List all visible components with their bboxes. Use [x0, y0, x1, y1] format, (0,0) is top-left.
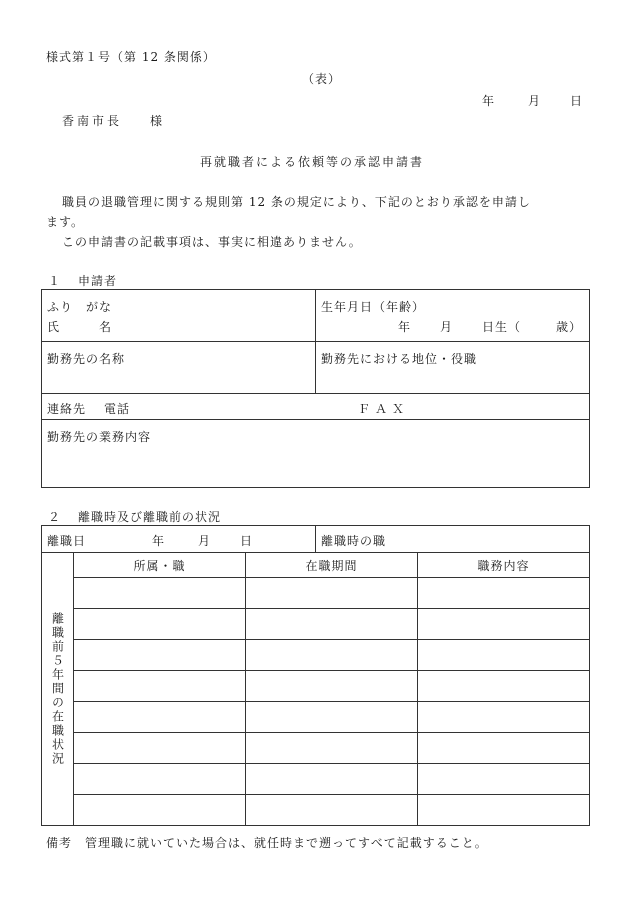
retire-date-cell[interactable] — [42, 526, 316, 553]
contact-cell[interactable] — [42, 394, 590, 420]
form-number: 様式第１号（第 12 条関係） — [46, 50, 216, 64]
employer-position-cell[interactable] — [316, 342, 590, 394]
contact-label: 連絡先 — [47, 402, 87, 416]
business-cell[interactable] — [42, 420, 590, 488]
body-paragraph-1-line-1: 職員の退職管理に関する規則第 12 条の規定により、下記のとおり承認を申請し — [62, 195, 531, 209]
front-label: （表） — [302, 72, 342, 86]
addressee: 香南市長 — [62, 114, 123, 128]
table-row-affiliation[interactable] — [74, 671, 246, 702]
table-row-period[interactable] — [246, 640, 418, 671]
table-row-duties[interactable] — [418, 578, 590, 609]
employer-name-label: 勤務先の名称 — [47, 352, 126, 366]
table-row-affiliation[interactable] — [74, 640, 246, 671]
phone-label: 電話 — [104, 402, 131, 416]
side-label: 離職前５年間の在職状況 — [50, 612, 65, 766]
date-year-label: 年 — [482, 94, 496, 108]
table-row-period[interactable] — [246, 795, 418, 826]
retire-post-label: 離職時の職 — [321, 534, 387, 548]
table-row-duties[interactable] — [418, 764, 590, 795]
remarks-note: 備考 管理職に就いていた場合は、就任時まで遡ってすべて記載すること。 — [46, 836, 488, 850]
table-row-period[interactable] — [246, 702, 418, 733]
employment-table — [41, 525, 590, 826]
employer-name-cell[interactable] — [42, 342, 316, 394]
table-row-duties[interactable] — [418, 702, 590, 733]
name-cell[interactable] — [42, 290, 316, 342]
body-paragraph-1-line-2: ます。 — [46, 215, 85, 229]
business-label: 勤務先の業務内容 — [47, 430, 152, 444]
body-paragraph-2: この申請書の記載事項は、事実に相違ありません。 — [62, 235, 362, 249]
table-row-period[interactable] — [246, 764, 418, 795]
table-row-duties[interactable] — [418, 733, 590, 764]
employer-position-label: 勤務先における地位・役職 — [321, 352, 478, 366]
date-month-label: 月 — [528, 94, 542, 108]
table-row-affiliation[interactable] — [74, 609, 246, 640]
retire-month-label: 月 — [198, 534, 212, 548]
section1-heading: 申請者 — [78, 274, 118, 288]
retire-year-label: 年 — [152, 534, 166, 548]
column-header-period: 在職期間 — [246, 553, 418, 578]
table-row-duties[interactable] — [418, 671, 590, 702]
dob-age-label: 歳） — [556, 320, 583, 334]
section2-number: ２ — [48, 510, 62, 524]
side-label-cell — [42, 553, 74, 826]
table-row-duties[interactable] — [418, 795, 590, 826]
section2-heading: 離職時及び離職前の状況 — [78, 510, 222, 524]
column-header-duties: 職務内容 — [418, 553, 590, 578]
document-title: 再就職者による依頼等の承認申請書 — [200, 155, 425, 169]
dob-month-label: 月 — [440, 320, 454, 334]
applicant-table — [41, 289, 590, 488]
table-row-affiliation[interactable] — [74, 795, 246, 826]
table-row-affiliation[interactable] — [74, 733, 246, 764]
dob-cell[interactable] — [316, 290, 590, 342]
honorific: 様 — [150, 114, 164, 128]
retire-date-label: 離職日 — [47, 534, 87, 548]
section1-number: １ — [48, 274, 62, 288]
table-row-period[interactable] — [246, 609, 418, 640]
retire-post-cell[interactable] — [316, 526, 590, 553]
fax-label: ＦＡＸ — [358, 402, 410, 416]
table-row-duties[interactable] — [418, 640, 590, 671]
retire-day-label: 日 — [240, 534, 254, 548]
table-row-affiliation[interactable] — [74, 702, 246, 733]
table-row-affiliation[interactable] — [74, 764, 246, 795]
column-header-affiliation: 所属・職 — [74, 553, 246, 578]
name-label: 氏 名 — [47, 320, 113, 334]
table-row-duties[interactable] — [418, 609, 590, 640]
dob-day-label: 日生（ — [482, 320, 522, 334]
table-row-period[interactable] — [246, 671, 418, 702]
table-row-period[interactable] — [246, 578, 418, 609]
furigana-label: ふり がな — [47, 300, 113, 314]
table-row-period[interactable] — [246, 733, 418, 764]
table-row-affiliation[interactable] — [74, 578, 246, 609]
date-day-label: 日 — [570, 94, 584, 108]
dob-label: 生年月日（年齢） — [321, 300, 426, 314]
dob-year-label: 年 — [398, 320, 412, 334]
